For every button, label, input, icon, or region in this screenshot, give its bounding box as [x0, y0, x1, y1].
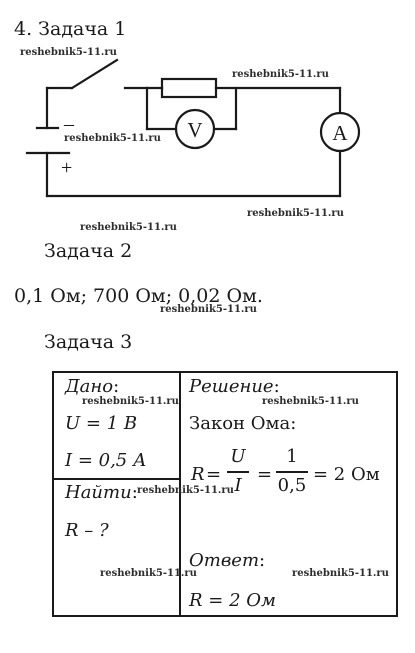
- watermark: reshebnik5-11.ru: [80, 222, 177, 233]
- fraction-bar: [276, 471, 308, 473]
- formula-equals: =: [257, 464, 273, 485]
- circuit-diagram: [0, 0, 415, 240]
- formula-r: R: [191, 464, 205, 485]
- find-label: Найти:: [65, 482, 138, 503]
- task2-heading: Задача 2: [44, 240, 133, 262]
- answer-value: R = 2 Ом: [189, 590, 276, 611]
- task1-heading: 4. Задача 1: [14, 18, 127, 40]
- table-row-divider: [52, 478, 181, 480]
- watermark: reshebnik5-11.ru: [247, 208, 344, 219]
- given-voltage: U = 1 В: [65, 413, 138, 434]
- fraction-bar: [227, 471, 249, 473]
- ohms-law-label: Закон Ома:: [189, 413, 297, 434]
- switch-lever: [72, 60, 117, 88]
- watermark: reshebnik5-11.ru: [232, 69, 329, 80]
- given-label: Дано:: [65, 376, 120, 397]
- watermark: reshebnik5-11.ru: [262, 396, 359, 407]
- watermark: reshebnik5-11.ru: [292, 568, 389, 579]
- given-current: I = 0,5 А: [65, 450, 147, 471]
- formula-denominator-05: 0,5: [277, 475, 307, 496]
- formula-numerator-1: 1: [286, 446, 298, 467]
- answer-label: Ответ:: [189, 550, 266, 571]
- watermark: reshebnik5-11.ru: [82, 396, 179, 407]
- formula-denominator-i: I: [234, 475, 242, 496]
- find-resistance: R – ?: [65, 520, 109, 541]
- watermark: reshebnik5-11.ru: [20, 47, 117, 58]
- solution-label: Решение:: [189, 376, 280, 397]
- resistor: [162, 79, 216, 97]
- formula-numerator-u: U: [230, 446, 246, 467]
- ammeter-label: A: [332, 121, 348, 145]
- task3-heading: Задача 3: [44, 331, 133, 353]
- voltmeter-label: V: [187, 118, 203, 142]
- battery-minus-sign: –: [64, 113, 74, 135]
- watermark: reshebnik5-11.ru: [137, 485, 234, 496]
- battery-plus-sign: +: [61, 157, 73, 179]
- formula-equals: =: [206, 464, 222, 485]
- watermark: reshebnik5-11.ru: [64, 133, 161, 144]
- formula-result: = 2 Ом: [313, 464, 380, 485]
- watermark: reshebnik5-11.ru: [100, 568, 197, 579]
- watermark: reshebnik5-11.ru: [160, 304, 257, 315]
- task2-answer: 0,1 Ом; 700 Ом; 0,02 Ом.: [14, 285, 263, 307]
